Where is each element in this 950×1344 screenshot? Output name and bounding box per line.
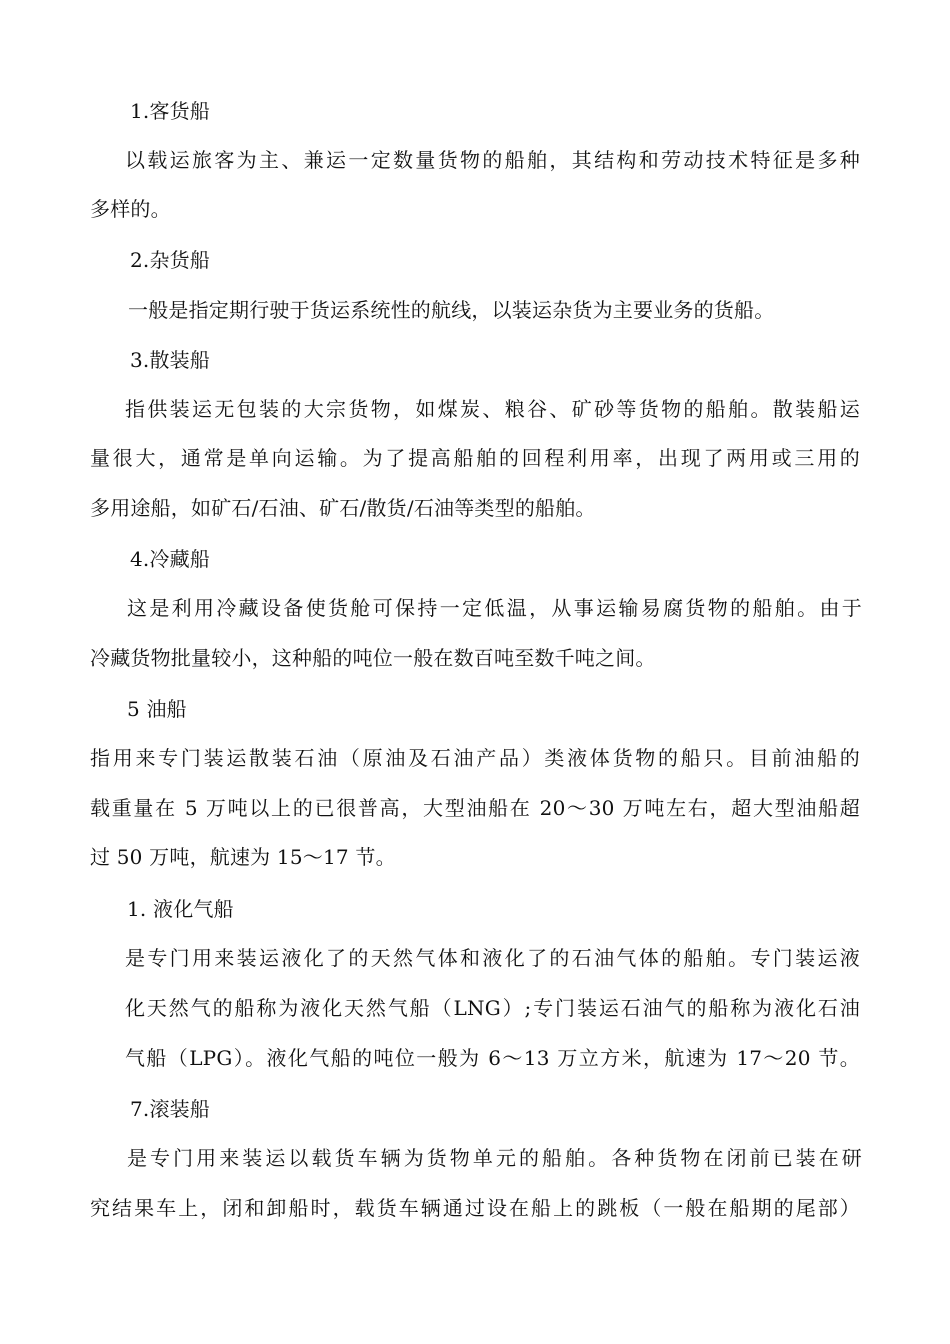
section-heading-general-cargo-ship: 2.杂货船 <box>130 248 211 272</box>
paragraph-line: 是专门用来装运以载货车辆为货物单元的船舶。各种货物在闭前已装在研 <box>127 1146 862 1170</box>
section-heading-liquefied-gas-carrier: 1. 液化气船 <box>127 897 234 921</box>
paragraph-line: 气船（LPG）。液化气船的吨位一般为 6～13 万立方米，航速为 17～20 节。 <box>125 1046 860 1070</box>
paragraph-line: 化天然气的船称为液化天然气船（LNG）;专门装运石油气的船称为液化石油 <box>125 996 860 1020</box>
section-heading-oil-tanker: 5 油船 <box>127 697 187 721</box>
paragraph-line: 过 50 万吨，航速为 15～17 节。 <box>90 845 396 869</box>
paragraph-line: 多样的。 <box>90 197 171 221</box>
paragraph-line: 冷藏货物批量较小，这种船的吨位一般在数百吨至数千吨之间。 <box>90 646 656 670</box>
section-heading-reefer-ship: 4.冷藏船 <box>130 547 211 571</box>
paragraph-line: 量很大，通常是单向运输。为了提高船舶的回程利用率，出现了两用或三用的 <box>90 446 860 470</box>
paragraph-line: 这是利用冷藏设备使货舱可保持一定低温，从事运输易腐货物的船舶。由于 <box>127 596 862 620</box>
paragraph-line: 指用来专门装运散装石油（原油及石油产品）类液体货物的船只。目前油船的 <box>90 746 860 770</box>
section-heading-passenger-cargo-ship: 1.客货船 <box>130 99 211 123</box>
paragraph-line: 究结果车上，闭和卸船时，载货车辆通过设在船上的跳板（一般在船期的尾部） <box>90 1196 860 1220</box>
section-heading-bulk-carrier: 3.散装船 <box>130 348 211 372</box>
paragraph-line: 以载运旅客为主、兼运一定数量货物的船舶，其结构和劳动技术特征是多种 <box>125 148 860 172</box>
paragraph-line: 载重量在 5 万吨以上的已很普高，大型油船在 20～30 万吨左右，超大型油船超 <box>90 796 860 820</box>
paragraph-line: 指供装运无包装的大宗货物，如煤炭、粮谷、矿砂等货物的船舶。散装船运 <box>125 397 860 421</box>
paragraph-line: 一般是指定期行驶于货运系统性的航线，以装运杂货为主要业务的货船。 <box>128 298 775 322</box>
section-heading-ro-ro-ship: 7.滚装船 <box>130 1097 211 1121</box>
paragraph-line: 多用途船，如矿石/石油、矿石/散货/石油等类型的船舶。 <box>90 496 596 520</box>
paragraph-line: 是专门用来装运液化了的天然气体和液化了的石油气体的船舶。专门装运液 <box>125 946 860 970</box>
